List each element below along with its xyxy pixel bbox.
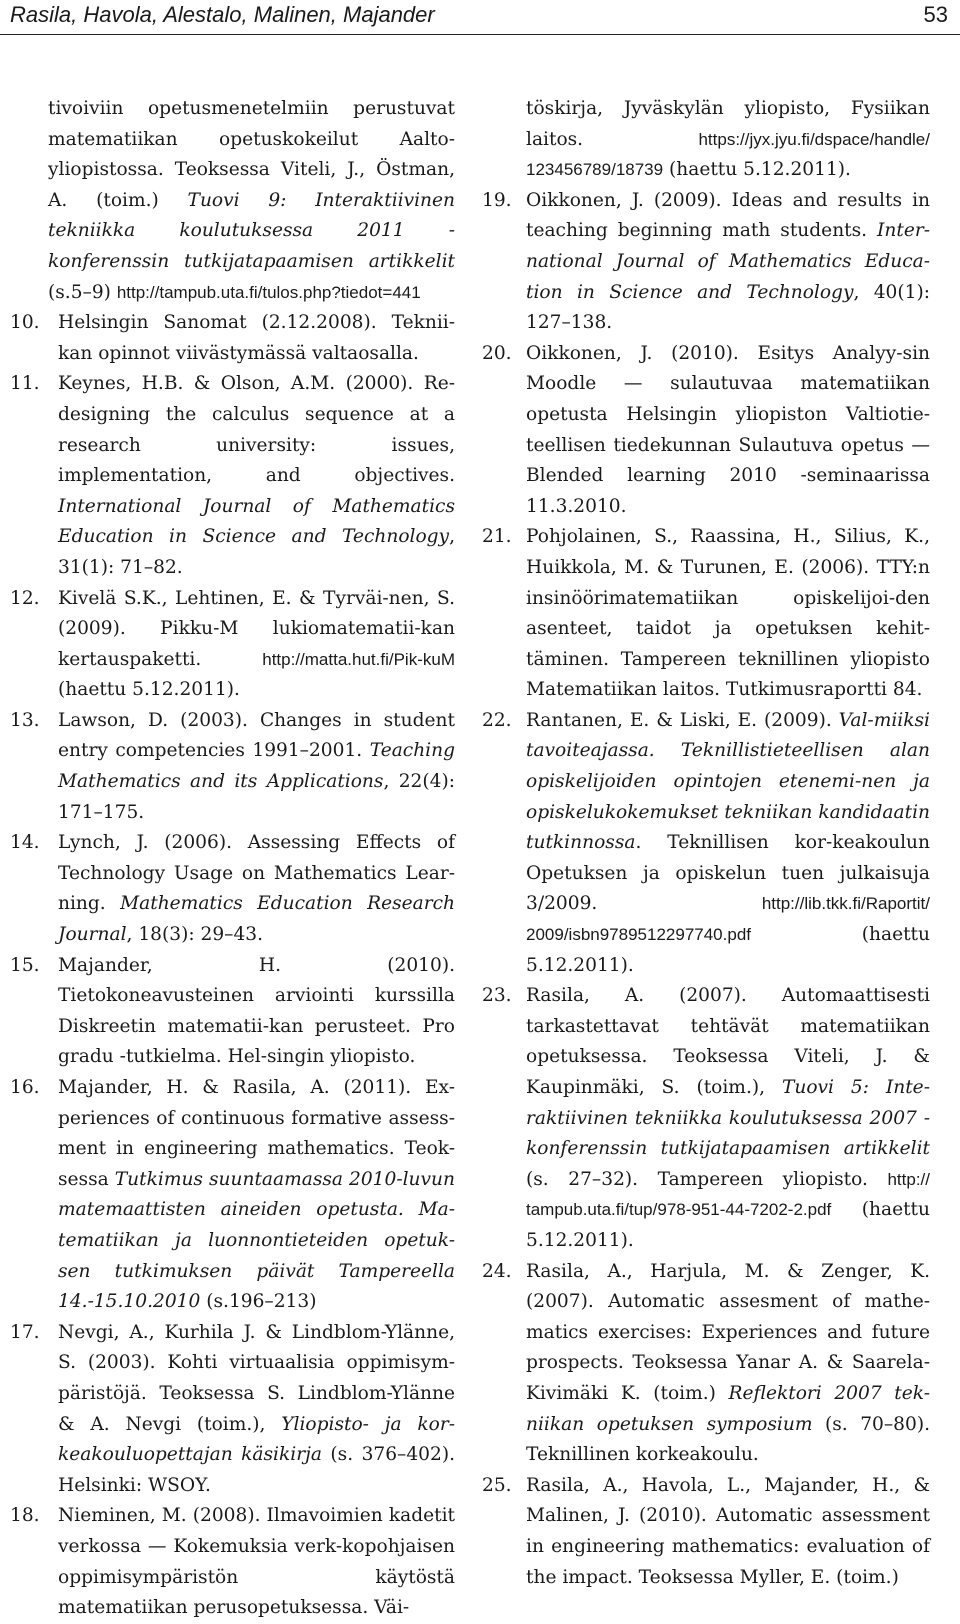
reference-item-13: 13. Lawson, D. (2003). Changes in student entry competencies 1991–2001. Teaching Mathematics and its Applications, 22(4): 171–175.	[10, 706, 455, 828]
page-header	[0, 0, 960, 35]
reference-number: 10.	[10, 312, 40, 334]
reference-number: 14.	[10, 832, 40, 854]
right-column	[482, 94, 930, 1593]
reference-link[interactable]: https://jyx.jyu.fi/dspace/handle/ 123456789/18739	[526, 129, 930, 180]
reference-link[interactable]: http://lib.tkk.fi/Raportit/ 2009/isbn9789512297740.pdf	[526, 894, 930, 945]
reference-number: 21.	[482, 526, 512, 548]
reference-number: 17.	[10, 1321, 40, 1343]
reference-link[interactable]: http://tampub.uta.fi/tulos.php?tiedot=441	[116, 282, 421, 302]
reference-number: 11.	[10, 373, 40, 395]
reference-continuation: tivoiviin opetusmenetelmiin perustuvat matematiikan opetuskokeilut Aalto-yliopistossa. Teoksessa Viteli, J., Östman, A. (toim.) Tuovi 9: Interaktiivinen tekniikka koulutuksessa 2011 -konferenssin tutkijatapaamisen artikkelit (s.5–9) http://tampub.uta.fi/tulos.php?tiedot=441	[48, 98, 456, 303]
reference-number: 22.	[482, 709, 512, 731]
reference-link[interactable]: http://matta.hut.fi/Pik-kuM	[262, 649, 455, 669]
reference-number: 16.	[10, 1077, 40, 1098]
reference-item-18: 18. Nieminen, M. (2008). Ilmavoimien kadetit verkossa — Kokemuksia verk-kopohjaisen oppimisympäristön käytöstä matematiikan perusopetuksessa. Väi-	[10, 1501, 455, 1623]
reference-item-22: 22. Rantanen, E. & Liski, E. (2009). Val-miiksi tavoiteajassa. Teknillistieteellisen alan opiskelijoiden opintojen etenemi-nen ja opiskelukokemukset tekniikan kandidaatin tutkinnossa. Teknillisen kor-keakoulun Opetuksen ja opiskelun tuen julkaisuja 3/2009. http://lib.tkk.fi/Raportit/ 2009/isbn9789512297740.pdf (haettu 5.12.2011).	[482, 706, 930, 981]
reference-item-21: 21. Pohjolainen, S., Raassina, H., Silius, K., Huikkola, M. & Turunen, E. (2006). TTY:n insinöörimatematiikan opiskelijoi-den asenteet, taidot ja opetuksen kehit-täminen. Tampereen teknillinen yliopisto Matematiikan laitos. Tutkimusraportti 84.	[482, 522, 930, 706]
reference-item-24: 24. Rasila, A., Harjula, M. & Zenger, K. (2007). Automatic assesment of mathe-matics exercises: Experiences and future prospects. Teoksessa Yanar A. & Saarela-Kivimäki K. (toim.) Reflektori 2007 tek-niikan opetuksen symposium (s. 70–80). Teknillinen korkeakoulu.	[482, 1257, 930, 1471]
reference-item-20: 20. Oikkonen, J. (2010). Esitys Analyy-sin Moodle — sulautuvaa matematiikan opetusta Helsingin yliopiston Valtiotie-teellisen tiedekunnan Sulautuva opetus — Blended learning 2010 -seminaarissa 11.3.2010.	[482, 339, 930, 523]
reference-item-12: 12. Kivelä S.K., Lehtinen, E. & Tyrväi-nen, S. (2009). Pikku-M lukiomatematii-kan kertauspaketti. http://matta.hut.fi/Pik-kuM (haettu 5.12.2011).	[10, 584, 455, 706]
reference-number: 20.	[482, 342, 512, 364]
reference-number: 13.	[10, 709, 40, 731]
reference-number: 12.	[10, 587, 40, 609]
reference-item-11: 11. Keynes, H.B. & Olson, A.M. (2000). Re-designing the calculus sequence at a research university: issues, implementation, and objectives. International Journal of Mathematics Education in Science and Technology, 31(1): 71–82.	[10, 369, 455, 583]
left-column	[10, 94, 455, 1624]
reference-item-16: 16. Majander, H. & Rasila, A. (2011). Ex-periences of continuous formative assess-ment in engineering mathematics. Teok-sessa Tutkimus suuntaamassa 2010-luvun matemaattisten aineiden opetusta. Ma-tematiikan ja luonnontieteiden opetuk-sen tutkimuksen päivät Tampereella 14.-15.10.2010 (s.196–213)	[10, 1073, 455, 1318]
reference-number: 15.	[10, 954, 40, 976]
reference-item-15: 15. Majander, H. (2010). Tietokoneavusteinen arviointi kurssilla Diskreetin matematii-kan perusteet. Pro gradu -tutkielma. Hel-singin yliopisto.	[10, 951, 455, 1073]
reference-continuation: töskirja, Jyväskylän yliopisto, Fysiikan laitos. https://jyx.jyu.fi/dspace/handle/ 123456789/18739 (haettu 5.12.2011).	[526, 98, 930, 181]
running-head-authors: Rasila, Havola, Alestalo, Malinen, Majander	[10, 2, 435, 27]
reference-number: 24.	[482, 1260, 512, 1282]
page-number: 53	[923, 2, 948, 27]
reference-number: 18.	[10, 1505, 40, 1527]
reference-item-19: 19. Oikkonen, J. (2009). Ideas and results in teaching beginning math students. Inter-national Journal of Mathematics Educa-tion in Science and Technology, 40(1): 127–138.	[482, 186, 930, 339]
reference-item-17: 17. Nevgi, A., Kurhila J. & Lindblom-Ylänne, S. (2003). Kohti virtuaalisia oppimisym-päristöjä. Teoksessa S. Lindblom-Ylänne & A. Nevgi (toim.), Yliopisto- ja kor-keakouluopettajan käsikirja (s. 376–402). Helsinki: WSOY.	[10, 1318, 455, 1502]
reference-link[interactable]: http:// tampub.uta.fi/tup/978-951-44-7202-2.pdf	[526, 1169, 930, 1220]
reference-number: 23.	[482, 985, 512, 1007]
reference-number: 25.	[482, 1474, 512, 1496]
reference-number: 19.	[482, 189, 512, 211]
reference-item-14: 14. Lynch, J. (2006). Assessing Effects of Technology Usage on Mathematics Lear-ning. Mathematics Education Research Journal, 18(3): 29–43.	[10, 828, 455, 950]
reference-item-23: 23. Rasila, A. (2007). Automaattisesti tarkastettavat tehtävät matematiikan opetuksessa. Teoksessa Viteli, J. & Kaupinmäki, S. (toim.), Tuovi 5: Inte-raktiivinen tekniikka koulutuksessa 2007 -konferenssin tutkijatapaamisen artikkelit (s. 27–32). Tampereen yliopisto. http:// tampub.uta.fi/tup/978-951-44-7202-2.pdf (haettu 5.12.2011).	[482, 981, 930, 1256]
reference-item-25: 25. Rasila, A., Havola, L., Majander, H., & Malinen, J. (2010). Automatic assessment in engineering mathematics: evaluation of the impact. Teoksessa Myller, E. (toim.)	[482, 1471, 930, 1593]
reference-item-10: 10. Helsingin Sanomat (2.12.2008). Teknii-kan opinnot viivästymässä valtaosalla.	[10, 308, 455, 369]
